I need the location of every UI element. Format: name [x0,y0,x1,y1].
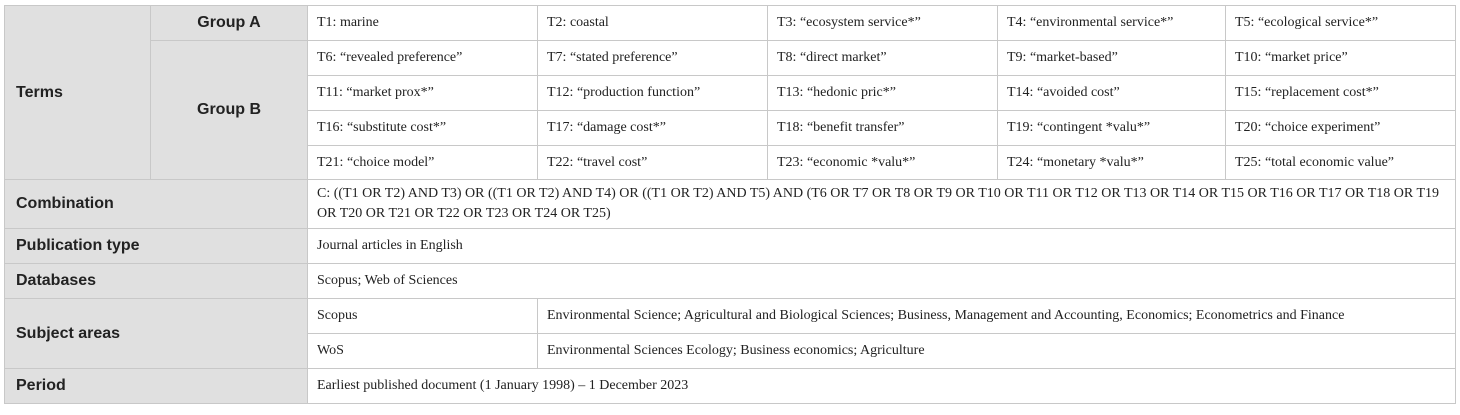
search-strategy-table-wrapper [4,5,1455,404]
term-t8: T8: “direct market” [768,41,998,76]
subject-areas-row-scopus [5,299,1456,334]
term-t20: T20: “choice experiment” [1226,111,1456,146]
databases-header: Databases [5,264,308,299]
subject-areas-wos: Environmental Sciences Ecology; Business economics; Agriculture [538,334,1456,369]
term-t11: T11: “market prox*” [308,76,538,111]
term-t1: T1: marine [308,6,538,41]
term-t16: T16: “substitute cost*” [308,111,538,146]
combination-row [5,180,1456,229]
term-t18: T18: “benefit transfer” [768,111,998,146]
period-value: Earliest published document (1 January 1998) – 1 December 2023 [308,369,1456,404]
group-a-row [5,6,1456,41]
terms-header: Terms [5,6,151,180]
group-b-row-1 [5,41,1456,76]
term-t23: T23: “economic *valu*” [768,146,998,180]
term-t4: T4: “environmental service*” [998,6,1226,41]
group-b-header: Group B [151,41,308,180]
databases-row [5,264,1456,299]
term-t14: T14: “avoided cost” [998,76,1226,111]
search-strategy-table [4,5,1456,404]
period-row [5,369,1456,404]
databases-value: Scopus; Web of Sciences [308,264,1456,299]
combination-header: Combination [5,180,308,229]
term-t3: T3: “ecosystem service*” [768,6,998,41]
subject-db-scopus: Scopus [308,299,538,334]
term-t13: T13: “hedonic pric*” [768,76,998,111]
subject-areas-header: Subject areas [5,299,308,369]
term-t22: T22: “travel cost” [538,146,768,180]
term-t24: T24: “monetary *valu*” [998,146,1226,180]
term-t25: T25: “total economic value” [1226,146,1456,180]
subject-db-wos: WoS [308,334,538,369]
term-t2: T2: coastal [538,6,768,41]
term-t9: T9: “market-based” [998,41,1226,76]
subject-areas-scopus: Environmental Science; Agricultural and Biological Sciences; Business, Management and Accounting, Economics; Econometrics and Finance [538,299,1456,334]
term-t19: T19: “contingent *valu*” [998,111,1226,146]
term-t21: T21: “choice model” [308,146,538,180]
term-t12: T12: “production function” [538,76,768,111]
term-t5: T5: “ecological service*” [1226,6,1456,41]
group-a-header: Group A [151,6,308,41]
term-t10: T10: “market price” [1226,41,1456,76]
term-t6: T6: “revealed preference” [308,41,538,76]
publication-type-row [5,229,1456,264]
period-header: Period [5,369,308,404]
term-t17: T17: “damage cost*” [538,111,768,146]
term-t7: T7: “stated preference” [538,41,768,76]
publication-type-header: Publication type [5,229,308,264]
combination-value: C: ((T1 OR T2) AND T3) OR ((T1 OR T2) AND T4) OR ((T1 OR T2) AND T5) AND (T6 OR T7 OR T8 OR T9 OR T10 OR T11 OR T12 OR T13 OR T14 OR T15 OR T16 OR T17 OR T18 OR T19 OR T20 OR T21 OR T22 OR T23 OR T24 OR T25) [308,180,1456,229]
term-t15: T15: “replacement cost*” [1226,76,1456,111]
publication-type-value: Journal articles in English [308,229,1456,264]
